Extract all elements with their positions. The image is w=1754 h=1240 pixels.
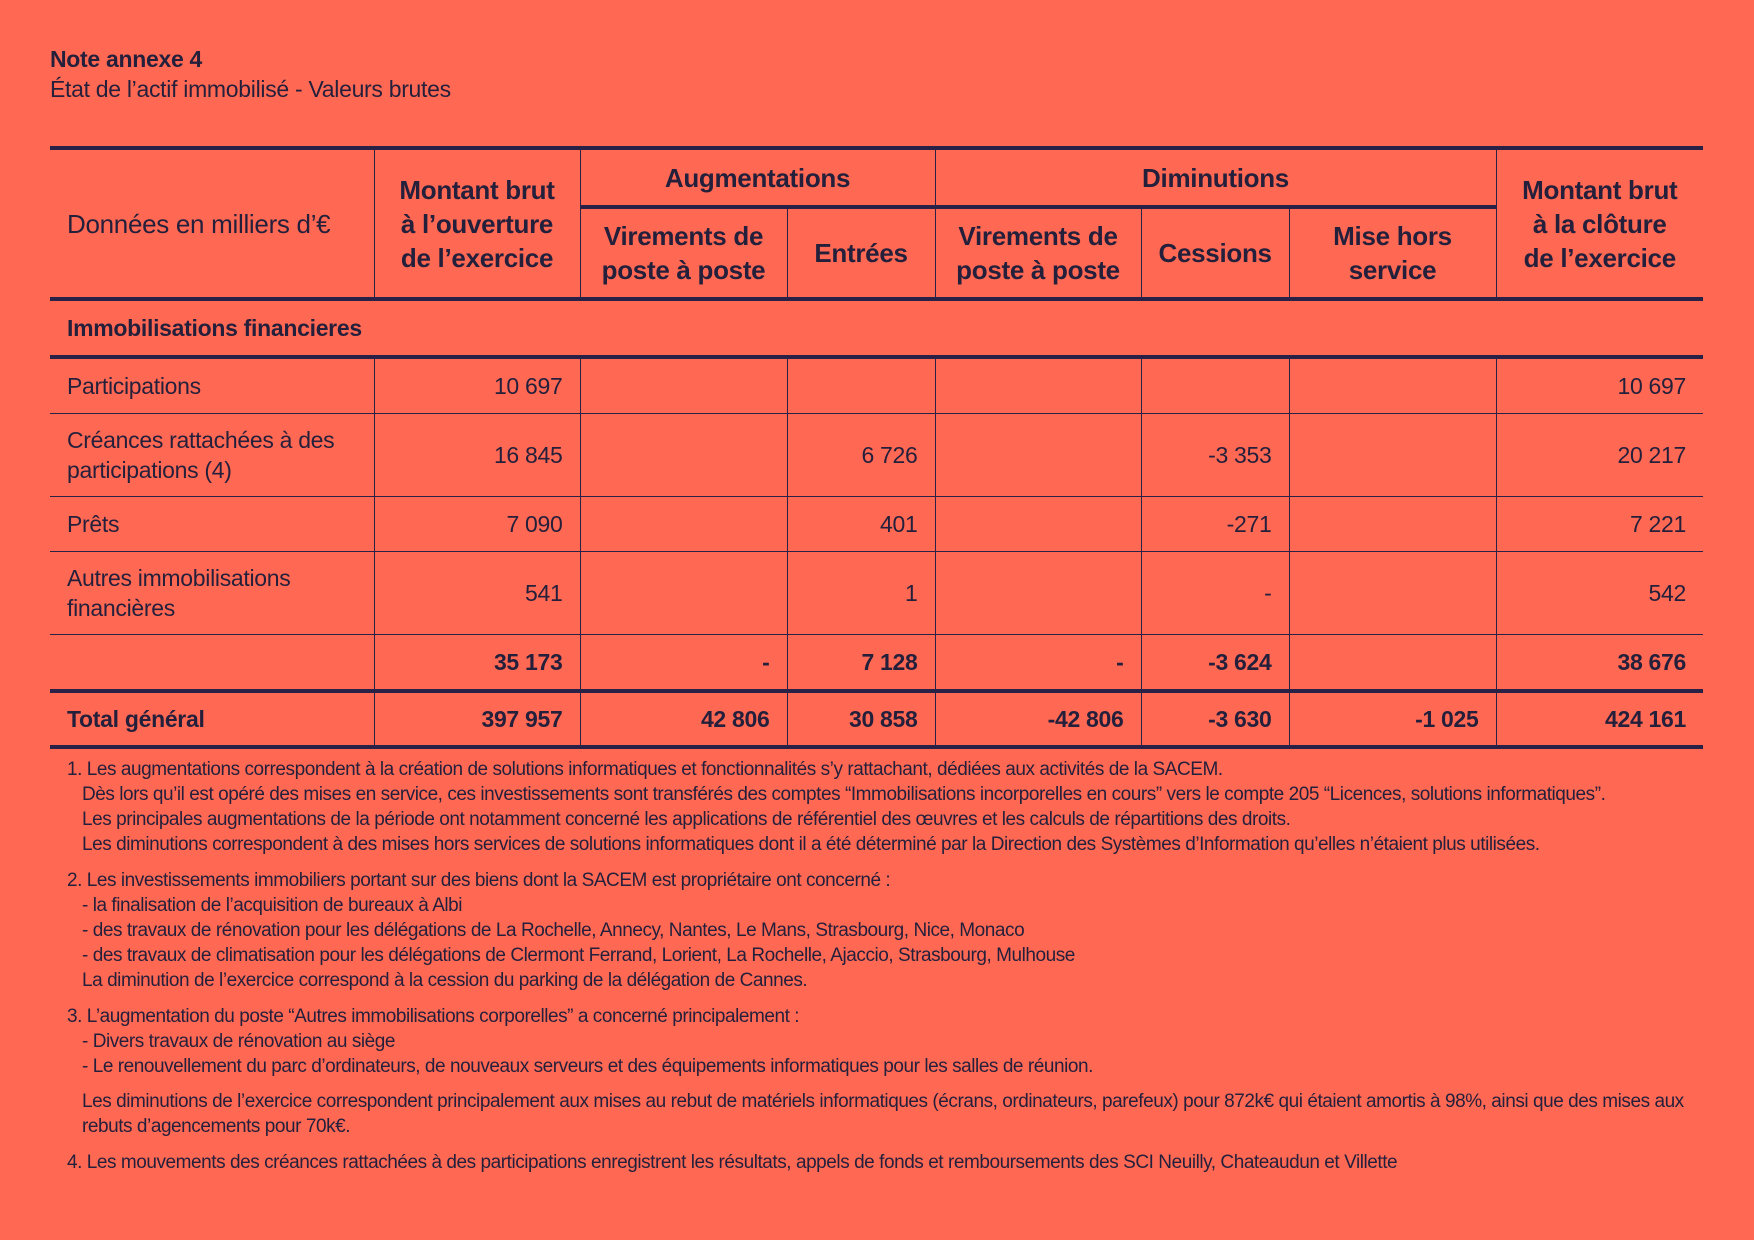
cell-closing: 38 676 bbox=[1496, 635, 1703, 692]
cell-aug-virements: 42 806 bbox=[580, 691, 787, 747]
header-opening: Montant brut à l’ouverture de l’exercice bbox=[374, 148, 580, 299]
cell-dim-cessions: - bbox=[1141, 552, 1289, 635]
header-dim-virements: Virements de poste à poste bbox=[935, 207, 1141, 299]
cell-opening: 35 173 bbox=[374, 635, 580, 692]
cell-dim-virements bbox=[935, 414, 1141, 497]
cell-closing: 542 bbox=[1496, 552, 1703, 635]
row-label: Prêts bbox=[50, 497, 374, 552]
cell-aug-entrees: 401 bbox=[787, 497, 935, 552]
cell-aug-virements bbox=[580, 414, 787, 497]
header-dim-cessions: Cessions bbox=[1141, 207, 1289, 299]
cell-aug-virements: - bbox=[580, 635, 787, 692]
page-title: Note annexe 4 bbox=[50, 46, 203, 72]
subtotal-label bbox=[50, 635, 374, 692]
header-augmentations: Augmentations bbox=[580, 148, 935, 207]
cell-dim-mise-hors-service bbox=[1289, 414, 1496, 497]
row-label: Autres immobilisations financières bbox=[50, 552, 374, 635]
cell-aug-virements bbox=[580, 497, 787, 552]
cell-aug-entrees bbox=[787, 357, 935, 414]
total-row bbox=[50, 691, 1703, 747]
cell-dim-virements: -42 806 bbox=[935, 691, 1141, 747]
total-label: Total général bbox=[50, 691, 374, 747]
cell-aug-virements bbox=[580, 552, 787, 635]
page-subtitle: État de l’actif immobilisé - Valeurs brutes bbox=[50, 76, 451, 102]
section-heading: Immobilisations financieres bbox=[67, 315, 362, 341]
cell-dim-virements: - bbox=[935, 635, 1141, 692]
header-label: Données en milliers d’€ bbox=[50, 148, 374, 299]
table-row bbox=[50, 414, 1703, 497]
footnotes bbox=[67, 757, 1707, 1186]
cell-aug-virements bbox=[580, 357, 787, 414]
cell-dim-cessions: -3 630 bbox=[1141, 691, 1289, 747]
subtotal-row bbox=[50, 635, 1703, 692]
row-label: Créances rattachées à des participations (4) bbox=[50, 414, 374, 497]
cell-dim-mise-hors-service bbox=[1289, 635, 1496, 692]
cell-dim-cessions bbox=[1141, 357, 1289, 414]
header-closing: Montant brut à la clôture de l’exercice bbox=[1496, 148, 1703, 299]
fixed-assets-table bbox=[50, 146, 1703, 749]
cell-dim-cessions: -3 624 bbox=[1141, 635, 1289, 692]
cell-dim-virements bbox=[935, 357, 1141, 414]
cell-closing: 10 697 bbox=[1496, 357, 1703, 414]
cell-dim-mise-hors-service bbox=[1289, 357, 1496, 414]
header-diminutions: Diminutions bbox=[935, 148, 1496, 207]
cell-opening: 397 957 bbox=[374, 691, 580, 747]
cell-dim-mise-hors-service bbox=[1289, 552, 1496, 635]
table-row bbox=[50, 357, 1703, 414]
cell-opening: 10 697 bbox=[374, 357, 580, 414]
cell-closing: 7 221 bbox=[1496, 497, 1703, 552]
cell-dim-virements bbox=[935, 497, 1141, 552]
footnote-3: 3. L’augmentation du poste “Autres immobilisations corporelles” a concerné principalement : - Divers travaux de rénovation au siège - Le renouvellement du parc d’ordinateurs, de nouveaux serveurs et des équipements informatiques pour les salles de réunion. Les diminutions de l’exercice correspondent principalement aux mises au rebut de matériels informatiques (écrans, ordinateurs, parefeux) pour 872k€ qui étaient amortis à 98%, ainsi que des mises aux rebuts d’agencements pour 70k€. bbox=[67, 1006, 1684, 1137]
cell-aug-entrees: 30 858 bbox=[787, 691, 935, 747]
table-row bbox=[50, 497, 1703, 552]
footnote-4: 4. Les mouvements des créances rattachées à des participations enregistrent les résultats, appels de fonds et remboursements des SCI Neuilly, Chateaudun et Villette bbox=[67, 1152, 1398, 1173]
cell-dim-mise-hors-service bbox=[1289, 497, 1496, 552]
header-aug-virements: Virements de poste à poste bbox=[580, 207, 787, 299]
cell-dim-mise-hors-service: -1 025 bbox=[1289, 691, 1496, 747]
cell-dim-cessions: -271 bbox=[1141, 497, 1289, 552]
header-aug-entrees: Entrées bbox=[787, 207, 935, 299]
cell-aug-entrees: 1 bbox=[787, 552, 935, 635]
header-dim-mise-hors-service: Mise hors service bbox=[1289, 207, 1496, 299]
row-label: Participations bbox=[50, 357, 374, 414]
cell-dim-virements bbox=[935, 552, 1141, 635]
cell-closing: 424 161 bbox=[1496, 691, 1703, 747]
cell-aug-entrees: 7 128 bbox=[787, 635, 935, 692]
title-block bbox=[50, 44, 451, 104]
footnote-2: 2. Les investissements immobiliers portant sur des biens dont la SACEM est propriétaire ont concerné : - la finalisation de l’acquisition de bureaux à Albi - des travaux de rénovation pour les délégations de La Rochelle, Annecy, Nantes, Le Mans, Strasbourg, Nice, Monaco - des travaux de climatisation pour les délégations de Clermont Ferrand, Lorient, La Rochelle, Ajaccio, Strasbourg, Mulhouse La diminution de l’exercice correspond à la cession du parking de la délégation de Cannes. bbox=[67, 870, 1075, 991]
cell-aug-entrees: 6 726 bbox=[787, 414, 935, 497]
cell-opening: 7 090 bbox=[374, 497, 580, 552]
cell-opening: 16 845 bbox=[374, 414, 580, 497]
cell-closing: 20 217 bbox=[1496, 414, 1703, 497]
table-row bbox=[50, 552, 1703, 635]
cell-dim-cessions: -3 353 bbox=[1141, 414, 1289, 497]
cell-opening: 541 bbox=[374, 552, 580, 635]
footnote-1: 1. Les augmentations correspondent à la création de solutions informatiques et fonctionnalités s’y rattachant, dédiées aux activités de la SACEM. Dès lors qu’il est opéré des mises en service, ces investissements sont transférés des comptes “Immobilisations incorporelles en cours” vers le compte 205 “Licences, solutions informatiques”. Les principales augmentations de la période ont notamment concerné les applications de référentiel des œuvres et les calculs de répartitions des droits. Les diminutions correspondent à des mises hors services de solutions informatiques dont il a été déterminé par la Direction des Systèmes d’Information qu’elles n’étaient plus utilisées. bbox=[67, 759, 1606, 855]
